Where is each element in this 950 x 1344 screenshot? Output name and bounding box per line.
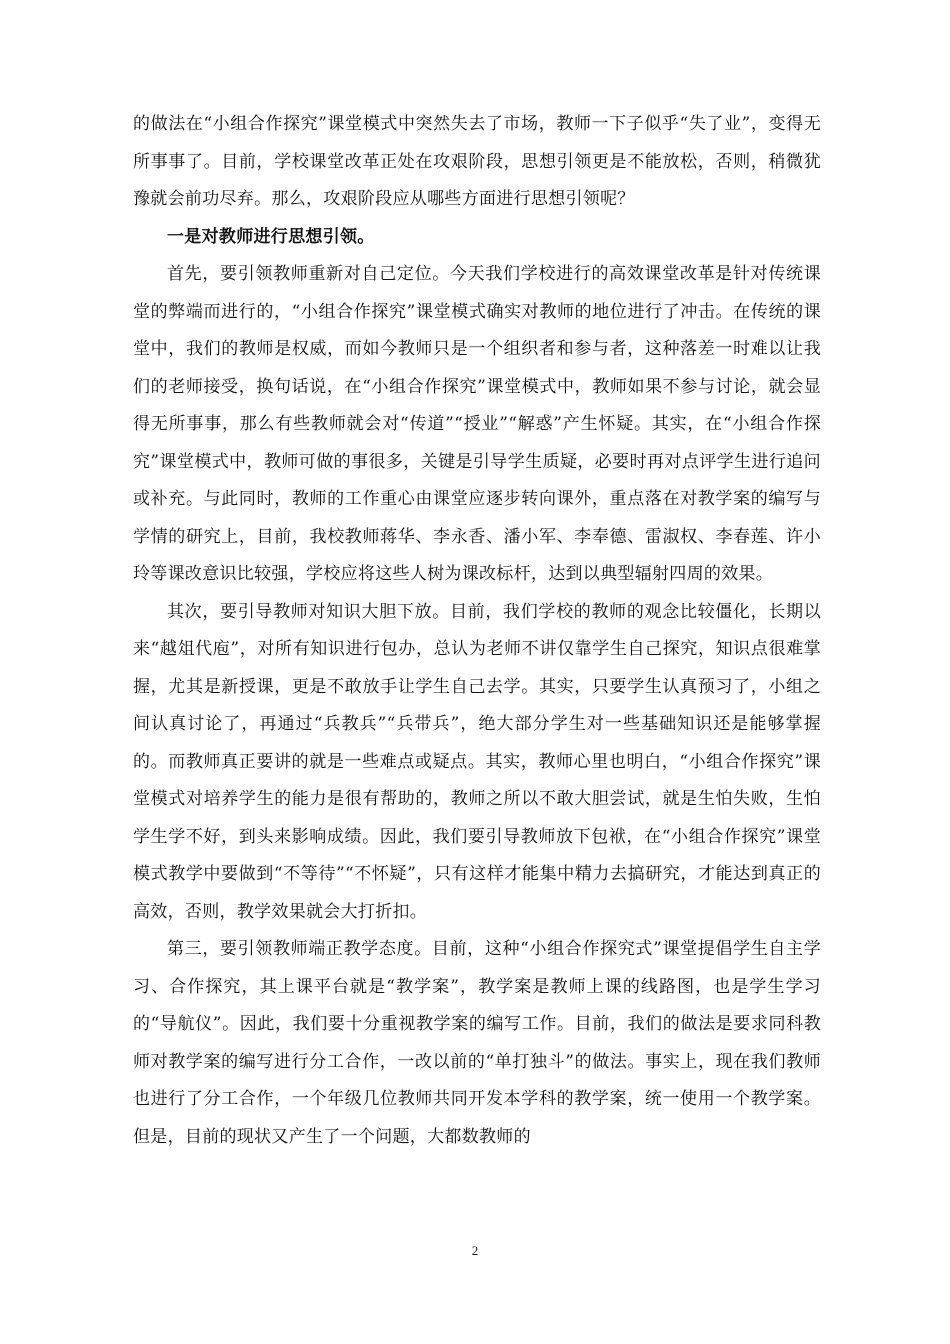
paragraph-third: 第三，要引领教师端正教学态度。目前，这种“小组合作探究式”课堂提倡学生自主学习、合作探究，其上课平台就是“教学案”，教学案是教师上课的线路图，也是学生学习的“导航仪”。因此，我们要十分重视教学案的编写工作。目前，我们的做法是要求同科教师对教学案的编写进行分工合作，一改以前的“单打独斗”的做法。事实上，现在我们教师也进行了分工合作，一个年级几位教师共同开发本学科的教学案，统一使用一个教学案。但是，目前的现状又产生了一个问题，大都数教师的 xyxy=(133,939,821,1147)
paragraph-second: 其次，要引导教师对知识大胆下放。目前，我们学校的教师的观念比较僵化，长期以来“越俎代庖”，对所有知识进行包办，总认为老师不讲仅靠学生自己探究，知识点很难掌握，尤其是新授课，更是不敢放手让学生自己去学。其实，只要学生认真预习了，小组之间认真讨论了，再通过“兵教兵”“兵带兵”，绝大部分学生对一些基础知识还是能够掌握的。而教师真正要讲的就是一些难点或疑点。其实，教师心里也明白，“小组合作探究”课堂模式对培养学生的能力是很有帮助的，教师之所以不敢大胆尝试，就是生怕失败，生怕学生学不好，到头来影响成绩。因此，我们要引导教师放下包袱，在“小组合作探究”课堂模式教学中要做到“不等待”“不怀疑”，只有这样才能集中精力去搞研究，才能达到真正的高效，否则，教学效果就会大打折扣。 xyxy=(133,601,821,922)
page-number: 2 xyxy=(471,1243,479,1258)
paragraph-first: 首先，要引领教师重新对自己定位。今天我们学校进行的高效课堂改革是针对传统课堂的弊端而进行的，“小组合作探究”课堂模式确实对教师的地位进行了冲击。在传统的课堂中，我们的教师是权威，而如今教师只是一个组织者和参与者，这种落差一时难以让我们的老师接受，换句话说，在“小组合作探究”课堂模式中，教师如果不参与讨论，就会显得无所事事，那么有些教师就会对“传道”“授业”“解惑”产生怀疑。其实，在“小组合作探究”课堂模式中，教师可做的事很多，关键是引导学生质疑，必要时再对点评学生进行追问或补充。与此同时，教师的工作重心由课堂应逐步转向课外，重点落在对教学案的编写与学情的研究上，目前，我校教师蒋华、李永香、潘小军、李奉德、雷淑权、李春莲、许小玲等课改意识比较强，学校应将这些人树为课改标杆，达到以典型辐射四周的效果。 xyxy=(133,264,821,584)
body-text xyxy=(133,106,821,1156)
paragraph-continuation: 的做法在“小组合作探究”课堂模式中突然失去了市场，教师一下子似乎“失了业”，变得无所事事了。目前，学校课堂改革正处在攻艰阶段，思想引领更是不能放松，否则，稍微犹豫就会前功尽弃。那么，攻艰阶段应从哪些方面进行思想引领呢？ xyxy=(133,114,821,209)
section-heading: 一是对教师进行思想引领。 xyxy=(167,226,375,247)
